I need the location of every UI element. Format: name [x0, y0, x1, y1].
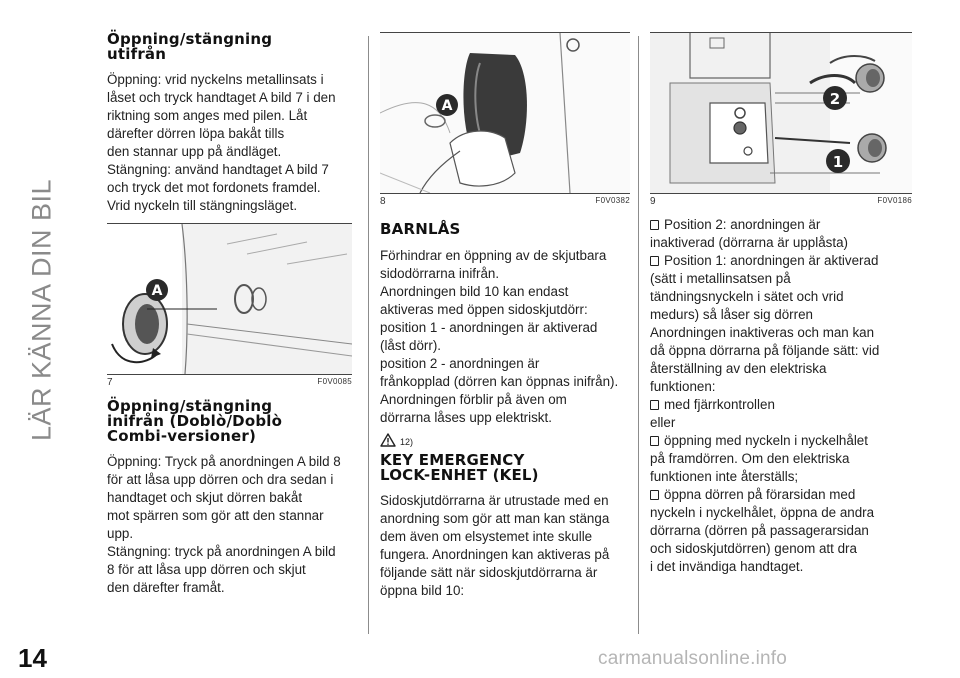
- heading-inside-opening: Öppning/stängning inifrån (Doblò/Doblò Combi-versioner): [107, 397, 283, 445]
- figure-9-label-2: 2: [829, 90, 841, 108]
- side-section-title: [22, 30, 62, 590]
- warning-triangle-icon: [380, 433, 396, 447]
- watermark: carmanualsonline.info: [598, 648, 788, 669]
- paragraph-kel: Sidoskjutdörrarna är utrustade med en anordning som gör att man kan stänga dem även om elsystemet inte skulle fungera. Anordningen kan aktiveras på följande sätt när sidoskjutdörrarna är öppna bild 10:: [380, 493, 610, 598]
- column-2: [380, 32, 630, 600]
- figure-8-caption: [380, 194, 630, 208]
- heading-child-lock: BARNLÅS: [380, 220, 461, 238]
- column-3: [650, 32, 912, 576]
- paragraph-deactivation: Anordningen inaktiveras och man kan då öppna dörrarna på följande sätt: vid återställning av den elektriska funktionen:: [650, 325, 880, 394]
- checkbox-bullet-icon: [650, 256, 659, 266]
- text-or: eller: [650, 415, 676, 430]
- paragraph-inside-opening: Öppning: Tryck på anordningen A bild 8 för att låsa upp dörren och dra sedan i handtaget och skjut dörren bakåt mot spärren som gör att den stannar upp. Stängning: tryck på anordningen A bild 8 för att låsa upp dörren och skjut den därefter framåt.: [107, 454, 341, 595]
- warning-reference: [380, 433, 630, 447]
- page-number: 14: [18, 643, 47, 673]
- column-divider-1: [368, 36, 369, 634]
- bullet-key-front-door: öppning med nyckeln i nyckelhålet på framdörren. Om den elektriska funktionen inte återställs;: [650, 433, 868, 484]
- figure-8-code: F0V0382: [595, 196, 630, 205]
- figure-7-label-a: A: [151, 283, 163, 299]
- bullet-position-2: Position 2: anordningen är inaktiverad (dörrarna är upplåsta): [650, 217, 848, 250]
- paragraph-child-lock: Förhindrar en öppning av de skjutbara sidodörrarna inifrån. Anordningen bild 10 kan endast aktiveras med öppen sidoskjutdörr: position 1 - anordningen är aktiverad (låst dörr). position 2 - anordningen är frånkopplad (dörren kan öppnas inifrån). Anordningen förblir på även om dörrarna låses upp elektriskt.: [380, 248, 619, 425]
- column-1: [107, 32, 352, 597]
- figure-9: [650, 32, 912, 194]
- checkbox-bullet-icon: [650, 490, 659, 500]
- warning-reference-number: 12): [400, 437, 414, 447]
- figure-8-label-a: A: [441, 98, 453, 114]
- checkbox-bullet-icon: [650, 220, 659, 230]
- checkbox-bullet-icon: [650, 436, 659, 446]
- figure-8-number: 8: [380, 196, 386, 207]
- column-divider-2: [638, 36, 639, 634]
- heading-kel: KEY EMERGENCY LOCK-ENHET (KEL): [380, 451, 539, 484]
- figure-7-number: 7: [107, 377, 113, 388]
- figure-8: [380, 32, 630, 194]
- figure-7-caption: [107, 375, 352, 389]
- figure-9-caption: [650, 194, 912, 208]
- figure-7-illustration: [107, 224, 352, 374]
- bullet-driver-door: öppna dörren på förarsidan med nyckeln i nyckelhålet, öppna de andra dörrarna (dörren på passagerarsidan och sidoskjutdörren) genom att dra i det invändiga handtaget.: [650, 487, 875, 574]
- paragraph-outside-opening: Öppning: vrid nyckelns metallinsats i låset och tryck handtaget A bild 7 i den riktning som anges med pilen. Låt därefter dörren löpa bakåt tills den stannar upp på ändläget. Stängning: använd handtaget A bild 7 och tryck det mot fordonets framdel. Vrid nyckeln till stängningsläget.: [107, 72, 336, 213]
- figure-9-illustration: [650, 33, 912, 193]
- bullet-position-1: Position 1: anordningen är aktiverad (sätt i metallinsatsen på tändningsnyckeln i sätet och vrid medurs) så låser sig dörren: [650, 253, 879, 322]
- side-section-title-text: LÄR KÄNNA DIN BIL: [26, 178, 57, 442]
- figure-7-code: F0V0085: [317, 377, 352, 386]
- bullet-remote: med fjärrkontrollen: [650, 396, 912, 414]
- figure-9-label-1: 1: [832, 153, 844, 171]
- checkbox-bullet-icon: [650, 400, 659, 410]
- heading-outside-opening: Öppning/stängning utifrån: [107, 30, 273, 63]
- figure-7: [107, 223, 352, 375]
- figure-8-illustration: [380, 33, 630, 193]
- figure-9-code: F0V0186: [877, 196, 912, 205]
- figure-9-number: 9: [650, 196, 656, 207]
